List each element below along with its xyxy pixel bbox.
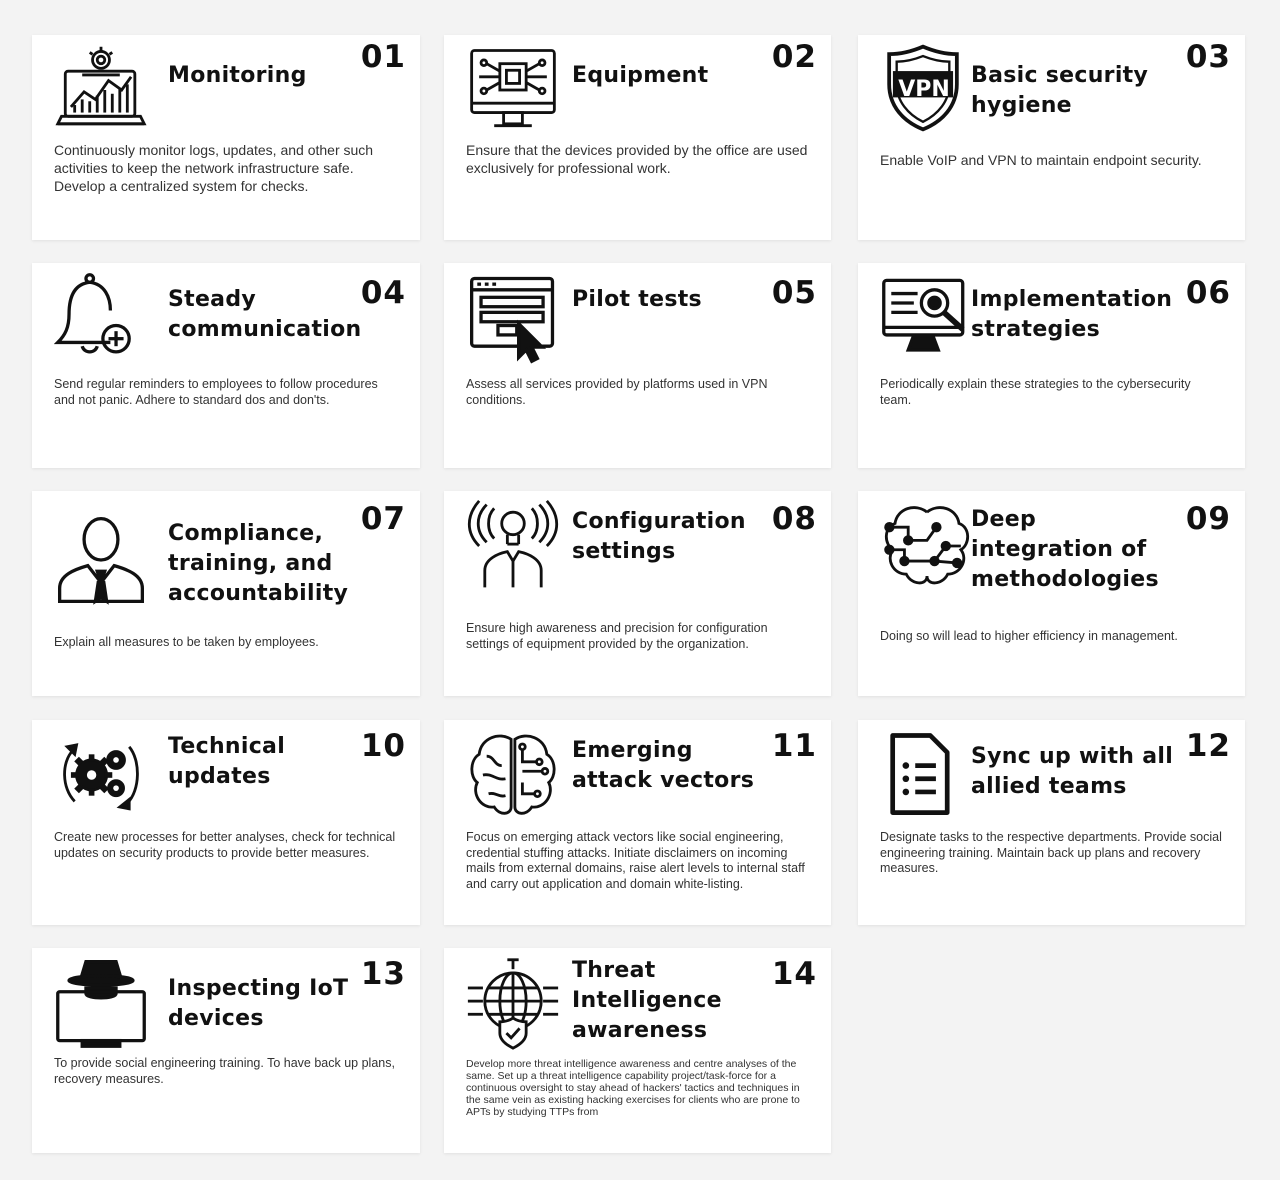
card-description: Focus on emerging attack vectors like social engineering, credential stuffing attacks. Initiate disclaimers on incoming mails from external domains, raise alert levels to internal staff and carry out application and domain white-listing. <box>466 830 805 891</box>
card-title: Basic security hygiene <box>971 63 1149 118</box>
card-title: Steady communication <box>168 287 362 342</box>
card-title: Threat Intelligence awareness <box>572 958 722 1043</box>
card-number: 13 <box>360 956 406 992</box>
card-title: Configuration settings <box>572 509 746 564</box>
card-compliance-training <box>32 491 420 696</box>
card-description: Continuously monitor logs, updates, and other such activities to keep the network infrastructure safe. Develop a centralized system for checks. <box>54 142 374 194</box>
card-number: 11 <box>771 728 817 764</box>
card-title: Equipment <box>572 63 709 88</box>
card-description: Designate tasks to the respective departments. Provide social engineering training. Maintain back up plans and recovery measures. <box>880 830 1222 875</box>
card-description: Assess all services provided by platforms used in VPN conditions. <box>466 377 768 407</box>
card-number: 06 <box>1185 275 1231 311</box>
globe-shield-icon <box>466 956 560 1050</box>
card-equipment <box>444 35 831 240</box>
card-monitoring <box>32 35 420 240</box>
card-description: Develop more threat intelligence awareness and centre analyses of the same. Set up a threat intelligence capability project/task-force for a continuous oversight to stay ahead of hackers' tactics and techniques in the same vein as existing hacking exercises for clients who are prone to APTs by studying TTPs from <box>466 1058 800 1118</box>
card-title: Inspecting IoT devices <box>168 976 349 1031</box>
card-number: 10 <box>360 728 406 764</box>
card-description: Create new processes for better analyses, check for technical updates on security products to provide better measures. <box>54 830 396 860</box>
card-description: Ensure that the devices provided by the office are used exclusively for professional work. <box>466 142 808 176</box>
card-title: Compliance, training, and accountability <box>168 521 349 606</box>
monitoring-chart-icon <box>54 43 148 137</box>
card-number: 14 <box>771 956 817 992</box>
card-threat-intelligence <box>444 948 831 1153</box>
card-number: 05 <box>771 275 817 311</box>
monitor-search-icon <box>880 271 974 365</box>
card-title: Deep integration of methodologies <box>971 507 1159 592</box>
computer-chip-icon <box>466 43 560 137</box>
gears-cycle-icon <box>54 728 148 822</box>
card-description: Periodically explain these strategies to the cybersecurity team. <box>880 377 1191 407</box>
browser-cursor-icon <box>466 271 560 365</box>
card-configuration-settings <box>444 491 831 696</box>
card-steady-communication <box>32 263 420 468</box>
card-emerging-attack-vectors <box>444 720 831 925</box>
card-inspecting-iot-devices <box>32 948 420 1153</box>
card-number: 02 <box>771 39 817 75</box>
card-title: Monitoring <box>168 63 307 88</box>
card-title: Pilot tests <box>572 287 702 312</box>
card-title: Emerging attack vectors <box>572 738 755 793</box>
card-title: Sync up with all allied teams <box>971 744 1174 799</box>
card-title: Technical updates <box>168 734 286 789</box>
card-sync-up-allied-teams <box>858 720 1245 925</box>
card-pilot-tests <box>444 263 831 468</box>
card-number: 01 <box>360 39 406 75</box>
card-number: 07 <box>360 501 406 537</box>
card-number: 12 <box>1185 728 1231 764</box>
card-basic-security-hygiene <box>858 35 1245 240</box>
card-title: Implementation strategies <box>971 287 1173 342</box>
document-list-icon <box>872 728 966 822</box>
person-tie-icon <box>54 513 148 607</box>
card-number: 04 <box>360 275 406 311</box>
brain-chip-icon <box>466 728 560 822</box>
card-description: To provide social engineering training. To have back up plans, recovery measures. <box>54 1056 395 1086</box>
vpn-label: VPN <box>898 77 950 102</box>
card-implementation-strategies <box>858 263 1245 468</box>
bell-plus-icon <box>54 271 148 365</box>
brain-circuit-icon <box>880 499 974 593</box>
card-number: 08 <box>771 501 817 537</box>
card-technical-updates <box>32 720 420 925</box>
card-description: Send regular reminders to employees to follow procedures and not panic. Adhere to standard dos and don'ts. <box>54 377 378 407</box>
card-number: 09 <box>1185 501 1231 537</box>
card-description: Ensure high awareness and precision for configuration settings of equipment provided by the organization. <box>466 621 768 651</box>
card-description: Doing so will lead to higher efficiency in management. <box>880 629 1178 643</box>
card-description: Explain all measures to be taken by employees. <box>54 635 319 649</box>
card-number: 03 <box>1185 39 1231 75</box>
card-description: Enable VoIP and VPN to maintain endpoint security. <box>880 152 1202 168</box>
hacker-monitor-icon <box>54 956 148 1050</box>
idea-person-icon <box>466 499 560 593</box>
card-deep-integration <box>858 491 1245 696</box>
